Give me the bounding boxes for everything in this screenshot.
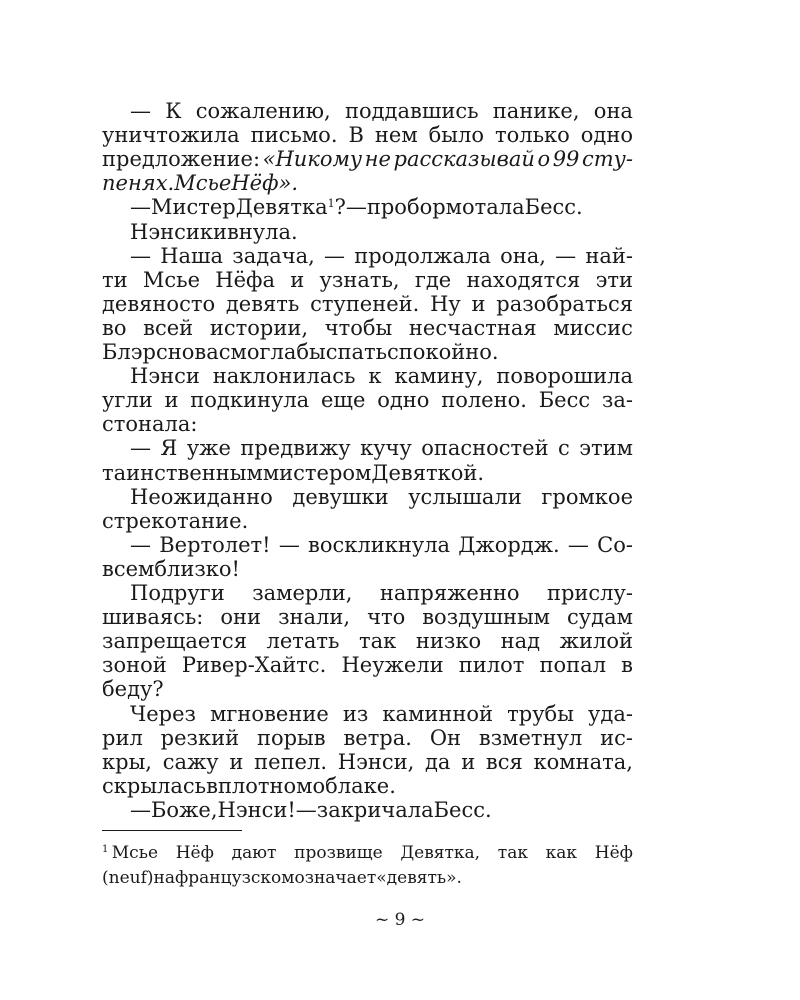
word: Наша — [160, 243, 224, 268]
text-line — [130, 436, 633, 460]
word: рил — [102, 725, 143, 750]
word: на — [153, 867, 175, 888]
word: пробормотала — [366, 195, 525, 220]
word: спать — [325, 340, 388, 364]
text-line — [102, 388, 633, 412]
word: миссис — [553, 315, 633, 340]
word: всем — [102, 556, 155, 581]
word: продолжала — [354, 243, 491, 268]
word: одно — [377, 388, 430, 413]
word: девушки — [292, 484, 389, 509]
word: опасностей — [421, 436, 549, 461]
word: — — [130, 99, 151, 123]
word: воскликнула — [308, 532, 451, 557]
word: Нёф». — [231, 171, 299, 196]
text-line — [130, 99, 633, 123]
word: только — [494, 123, 570, 148]
text-line — [130, 220, 633, 244]
word: Через — [130, 701, 196, 726]
word: где — [414, 267, 452, 292]
word: летать — [266, 629, 340, 654]
word: она, — [500, 243, 546, 268]
word: французском — [174, 867, 295, 888]
text-line — [102, 123, 633, 147]
word: девять — [225, 291, 300, 316]
text-line — [130, 485, 633, 509]
word: не — [364, 147, 391, 172]
word: предвижу — [240, 436, 351, 461]
word: взметнул — [478, 725, 583, 750]
word: Неожиданно — [130, 484, 273, 509]
word: кучу — [360, 436, 412, 461]
word: (neuf) — [102, 867, 154, 888]
word: Со- — [597, 532, 633, 557]
word: — — [345, 195, 367, 220]
word: ветра. — [343, 725, 412, 750]
word: низко — [415, 629, 482, 654]
word: наклонилась — [212, 364, 356, 389]
word: Неужели — [341, 653, 444, 678]
word: — — [324, 243, 346, 268]
word: Блэр — [102, 340, 156, 364]
text-line — [130, 581, 633, 605]
word: означает — [294, 867, 377, 888]
word: смогла — [218, 340, 297, 364]
word: Мистер — [151, 195, 236, 220]
word: порыв — [256, 725, 326, 750]
word: — — [130, 243, 151, 268]
word: Он — [429, 725, 462, 750]
word: она — [593, 99, 633, 123]
word: одно — [580, 123, 633, 148]
word: — — [130, 195, 151, 220]
word: знали, — [278, 605, 351, 630]
word: услышали — [408, 484, 522, 509]
text-line — [130, 702, 633, 726]
word: Нэнси! — [217, 797, 296, 822]
word: они — [220, 605, 262, 630]
word: спокойно. — [387, 340, 499, 364]
word: и — [471, 291, 486, 316]
word: «Никому — [262, 147, 363, 172]
word: мистером — [262, 460, 372, 485]
word: уничтожила — [102, 123, 240, 148]
word: истории, — [209, 315, 308, 340]
word: близко! — [154, 556, 240, 581]
word: так — [497, 843, 528, 863]
word: еще — [321, 388, 366, 413]
text-line — [102, 340, 633, 364]
word: поддавшись — [344, 99, 479, 123]
word: прислу- — [546, 581, 633, 605]
word: стонала: — [102, 412, 198, 437]
word: — — [130, 532, 151, 557]
text-line — [102, 461, 633, 485]
word: бы — [296, 340, 326, 364]
word: комната, — [533, 749, 633, 774]
word: судам — [567, 605, 633, 630]
word: Мсье — [174, 171, 232, 196]
word: зоной — [102, 653, 167, 678]
word: — — [567, 532, 589, 557]
word: всей — [143, 315, 194, 340]
text-line — [130, 533, 633, 557]
word: — — [295, 797, 317, 822]
text-line — [102, 750, 633, 774]
word: Нёф — [594, 843, 633, 863]
word: громкое — [541, 484, 633, 509]
text-line — [102, 774, 633, 798]
word: письмо. — [250, 123, 338, 148]
word: К — [165, 99, 182, 123]
footnote-marker[interactable]: 1 — [327, 197, 335, 211]
word: най- — [585, 243, 633, 268]
word: за- — [601, 388, 633, 413]
word: пилот — [458, 653, 525, 678]
word: Нэнси, — [337, 749, 415, 774]
word: дают — [231, 843, 277, 863]
footnote-number: $^1$ Мсье — [102, 843, 159, 863]
word: подкинула — [190, 388, 310, 413]
word: ис- — [600, 725, 633, 750]
word: что — [367, 605, 406, 630]
word: к — [368, 364, 382, 389]
word: над — [500, 629, 541, 654]
word: Я — [160, 436, 178, 461]
word: находятся — [466, 267, 581, 292]
word: прозвище — [294, 843, 383, 863]
word: полено. — [441, 388, 527, 413]
word: Боже, — [151, 797, 218, 822]
word: трубы — [507, 701, 574, 726]
text-line — [102, 171, 633, 195]
word: и — [461, 749, 476, 774]
word: поворошила — [496, 364, 633, 389]
text-line — [130, 244, 633, 268]
page-number: ~ 9 ~ — [374, 910, 426, 930]
word: жилой — [559, 629, 633, 654]
word: и — [164, 388, 179, 413]
word: замерли, — [252, 581, 353, 605]
word: закричала — [316, 797, 434, 822]
word: эти — [595, 267, 633, 292]
word: так — [359, 629, 397, 654]
footnote-line — [102, 867, 633, 889]
word: девяносто — [102, 291, 216, 316]
text-line — [102, 292, 633, 316]
word: ступеней. — [310, 291, 420, 316]
word: ти — [102, 267, 128, 292]
word: чтобы — [324, 315, 393, 340]
footnote-line — [102, 842, 633, 864]
word: несчастная — [408, 315, 537, 340]
word: шиваясь: — [102, 605, 204, 630]
word: Вертолет! — [159, 532, 271, 557]
word: Джордж. — [458, 532, 560, 557]
word: беду? — [102, 677, 164, 702]
text-line — [102, 268, 633, 292]
word: Ну — [430, 291, 461, 316]
text-line — [102, 147, 633, 171]
text-line — [102, 653, 633, 677]
text-line — [102, 726, 633, 750]
word: снова — [155, 340, 219, 364]
text-line — [102, 677, 633, 701]
word: сожалению, — [195, 99, 331, 123]
word: о — [537, 147, 551, 172]
word: плотном — [217, 773, 313, 798]
word: кры, — [102, 749, 152, 774]
word: было — [428, 123, 484, 148]
word: и — [290, 267, 305, 292]
footnote-ref-word: Девятка$^1$? — [235, 195, 346, 220]
word: таинственным — [102, 460, 263, 485]
word: Ривер-Хайтс. — [181, 653, 327, 678]
word: угли — [102, 388, 153, 413]
word: «девять». — [376, 867, 462, 888]
word: узнать, — [319, 267, 400, 292]
word: Нэнси — [130, 364, 200, 389]
word: кивнула. — [199, 219, 298, 244]
word: 99 — [552, 147, 580, 172]
text-line — [130, 364, 633, 388]
word: попал — [539, 653, 607, 678]
word: во — [102, 315, 127, 340]
word: пенях. — [102, 171, 175, 196]
word: разобраться — [496, 291, 633, 316]
text-line — [102, 629, 633, 653]
footnote-rule — [102, 830, 242, 831]
word: Девяткой. — [371, 460, 485, 485]
word: резкий — [160, 725, 240, 750]
word: скрылась — [102, 773, 207, 798]
word: и — [229, 749, 244, 774]
word: — — [130, 797, 151, 822]
word: Нэнси — [130, 219, 200, 244]
word: нем — [374, 123, 418, 148]
word: Нёф — [175, 843, 214, 863]
word: вся — [485, 749, 523, 774]
word: рассказывай — [393, 147, 535, 172]
word: в — [206, 773, 218, 798]
word: уда- — [588, 701, 633, 726]
word: запрещается — [102, 629, 247, 654]
word: Мсье — [142, 267, 201, 292]
word: как — [545, 843, 578, 863]
word: напряженно — [379, 581, 520, 605]
word: в — [621, 653, 633, 678]
word: задача, — [232, 243, 315, 268]
word: пепел. — [254, 749, 328, 774]
word: панике, — [492, 99, 580, 123]
word: Бесс — [538, 388, 591, 413]
word: Девятка, — [400, 843, 481, 863]
word: В — [348, 123, 364, 148]
word: сту- — [582, 147, 633, 172]
word: Бесс. — [433, 797, 492, 822]
text-line — [130, 798, 633, 822]
text-line — [102, 316, 633, 340]
word: уже — [186, 436, 231, 461]
text-line — [130, 195, 633, 219]
word: с — [558, 436, 570, 461]
word: этим — [579, 436, 633, 461]
word: Подруги — [130, 581, 225, 605]
word: из — [342, 701, 369, 726]
word: камину, — [394, 364, 484, 389]
text-line — [102, 509, 633, 533]
word: воздушным — [422, 605, 551, 630]
word: облаке. — [312, 773, 396, 798]
word: — — [130, 436, 151, 461]
word: — — [278, 532, 300, 557]
word: сажу — [162, 749, 219, 774]
word: стрекотание. — [102, 508, 249, 533]
text-line — [102, 412, 633, 436]
word: Нёфа — [215, 267, 275, 292]
word: — — [555, 243, 577, 268]
text-line — [102, 557, 633, 581]
word: да — [425, 749, 451, 774]
word: предложение: — [102, 147, 261, 172]
text-line — [102, 605, 633, 629]
word: мгновение — [210, 701, 329, 726]
word: каминной — [382, 701, 494, 726]
word: Бесс. — [524, 195, 583, 220]
